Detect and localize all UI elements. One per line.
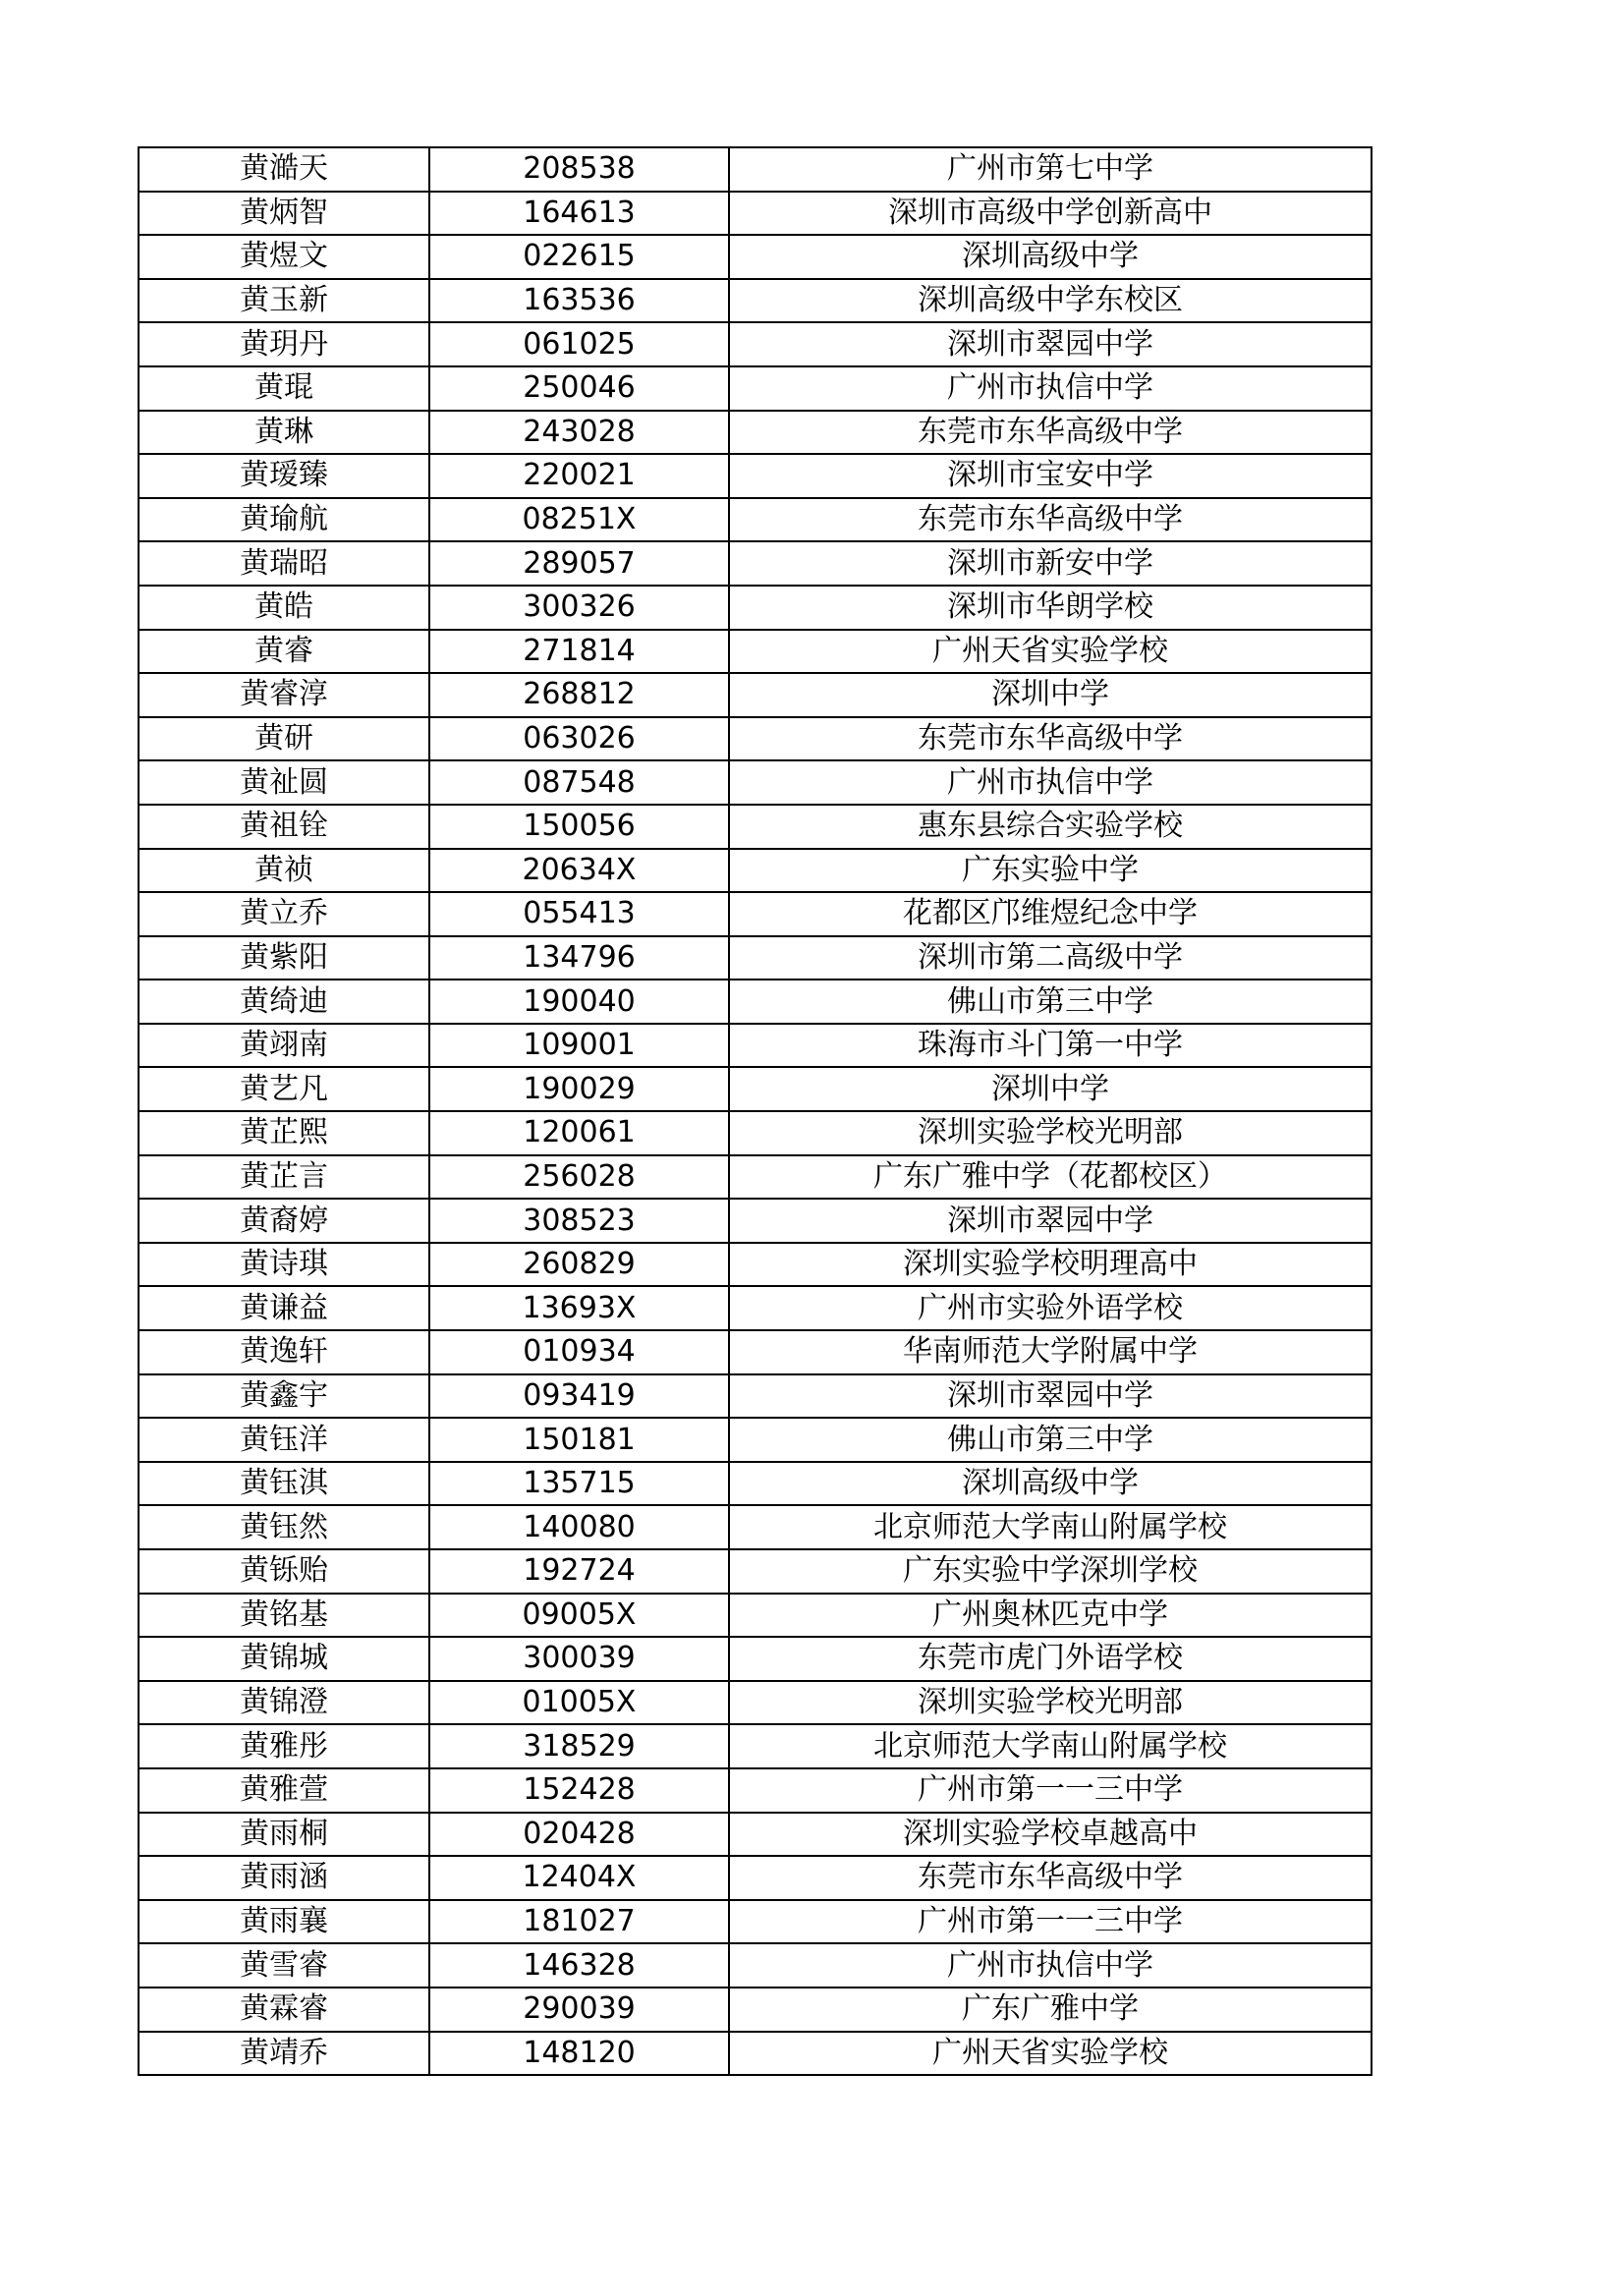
student-name-cell: 黄逸轩 (139, 1330, 429, 1374)
school-name-cell: 深圳中学 (729, 673, 1372, 717)
student-id-cell: 290039 (429, 1988, 729, 2032)
student-name-cell: 黄靖乔 (139, 2032, 429, 2076)
student-name-cell: 黄炳智 (139, 192, 429, 236)
table-row (139, 454, 1372, 498)
table-row (139, 366, 1372, 411)
student-name-cell: 黄芷言 (139, 1155, 429, 1200)
table-row (139, 1856, 1372, 1900)
student-name-cell: 黄睿淳 (139, 673, 429, 717)
school-name-cell: 北京师范大学南山附属学校 (729, 1724, 1372, 1768)
student-id-cell: 208538 (429, 147, 729, 192)
student-id-cell: 109001 (429, 1024, 729, 1068)
student-list-table (138, 146, 1372, 2076)
student-name-cell: 黄绮迪 (139, 980, 429, 1024)
student-id-cell: 190040 (429, 980, 729, 1024)
school-name-cell: 深圳市第二高级中学 (729, 936, 1372, 980)
student-name-cell: 黄雨桐 (139, 1813, 429, 1857)
table-row (139, 586, 1372, 630)
school-name-cell: 深圳市新安中学 (729, 541, 1372, 586)
school-name-cell: 深圳市华朗学校 (729, 586, 1372, 630)
student-name-cell: 黄祯 (139, 849, 429, 893)
student-name-cell: 黄立乔 (139, 892, 429, 936)
student-name-cell: 黄谦益 (139, 1286, 429, 1330)
student-name-cell: 黄艺凡 (139, 1067, 429, 1111)
student-name-cell: 黄铄贻 (139, 1549, 429, 1594)
table-row (139, 498, 1372, 542)
student-name-cell: 黄玉新 (139, 279, 429, 323)
student-name-cell: 黄雨襄 (139, 1900, 429, 1944)
student-id-cell: 09005X (429, 1594, 729, 1638)
school-name-cell: 深圳实验学校光明部 (729, 1681, 1372, 1725)
student-id-cell: 150056 (429, 805, 729, 849)
student-name-cell: 黄钰洋 (139, 1418, 429, 1462)
student-id-cell: 271814 (429, 630, 729, 674)
table-row (139, 717, 1372, 761)
table-row (139, 1199, 1372, 1243)
table-row (139, 1374, 1372, 1419)
school-name-cell: 深圳实验学校明理高中 (729, 1243, 1372, 1287)
table-row (139, 192, 1372, 236)
school-name-cell: 东莞市东华高级中学 (729, 717, 1372, 761)
student-id-cell: 318529 (429, 1724, 729, 1768)
student-name-cell: 黄钰然 (139, 1505, 429, 1549)
student-list-body (139, 147, 1372, 2075)
school-name-cell: 深圳市翠园中学 (729, 322, 1372, 366)
table-row (139, 1943, 1372, 1988)
student-name-cell: 黄钰淇 (139, 1462, 429, 1506)
school-name-cell: 深圳高级中学 (729, 1462, 1372, 1506)
student-id-cell: 08251X (429, 498, 729, 542)
student-name-cell: 黄睿 (139, 630, 429, 674)
student-id-cell: 061025 (429, 322, 729, 366)
table-row (139, 411, 1372, 455)
table-row (139, 322, 1372, 366)
table-row (139, 673, 1372, 717)
table-row (139, 1330, 1372, 1374)
student-id-cell: 300039 (429, 1637, 729, 1681)
table-row (139, 1813, 1372, 1857)
student-id-cell: 152428 (429, 1768, 729, 1813)
school-name-cell: 东莞市东华高级中学 (729, 411, 1372, 455)
student-name-cell: 黄琨 (139, 366, 429, 411)
student-id-cell: 020428 (429, 1813, 729, 1857)
student-name-cell: 黄芷熙 (139, 1111, 429, 1155)
student-id-cell: 134796 (429, 936, 729, 980)
table-row (139, 1988, 1372, 2032)
student-name-cell: 黄翊南 (139, 1024, 429, 1068)
school-name-cell: 深圳市高级中学创新高中 (729, 192, 1372, 236)
table-row (139, 1681, 1372, 1725)
student-name-cell: 黄雅彤 (139, 1724, 429, 1768)
school-name-cell: 东莞市东华高级中学 (729, 1856, 1372, 1900)
student-id-cell: 190029 (429, 1067, 729, 1111)
student-id-cell: 150181 (429, 1418, 729, 1462)
student-id-cell: 20634X (429, 849, 729, 893)
school-name-cell: 广州市执信中学 (729, 1943, 1372, 1988)
table-row (139, 1768, 1372, 1813)
table-row (139, 1900, 1372, 1944)
table-row (139, 541, 1372, 586)
table-row (139, 279, 1372, 323)
table-row (139, 1637, 1372, 1681)
student-id-cell: 022615 (429, 235, 729, 279)
student-name-cell: 黄紫阳 (139, 936, 429, 980)
student-id-cell: 146328 (429, 1943, 729, 1988)
table-row (139, 1286, 1372, 1330)
student-id-cell: 243028 (429, 411, 729, 455)
student-name-cell: 黄瑜航 (139, 498, 429, 542)
school-name-cell: 广州市执信中学 (729, 366, 1372, 411)
school-name-cell: 佛山市第三中学 (729, 1418, 1372, 1462)
student-id-cell: 010934 (429, 1330, 729, 1374)
table-row (139, 936, 1372, 980)
student-id-cell: 120061 (429, 1111, 729, 1155)
student-id-cell: 093419 (429, 1374, 729, 1419)
table-row (139, 2032, 1372, 2076)
school-name-cell: 北京师范大学南山附属学校 (729, 1505, 1372, 1549)
table-row (139, 849, 1372, 893)
student-id-cell: 140080 (429, 1505, 729, 1549)
school-name-cell: 珠海市斗门第一中学 (729, 1024, 1372, 1068)
student-name-cell: 黄雪睿 (139, 1943, 429, 1988)
table-row (139, 980, 1372, 1024)
school-name-cell: 花都区邝维煜纪念中学 (729, 892, 1372, 936)
student-id-cell: 087548 (429, 760, 729, 805)
school-name-cell: 深圳中学 (729, 1067, 1372, 1111)
student-id-cell: 256028 (429, 1155, 729, 1200)
school-name-cell: 深圳实验学校卓越高中 (729, 1813, 1372, 1857)
student-name-cell: 黄研 (139, 717, 429, 761)
student-name-cell: 黄皓 (139, 586, 429, 630)
student-name-cell: 黄雨涵 (139, 1856, 429, 1900)
student-id-cell: 308523 (429, 1199, 729, 1243)
student-name-cell: 黄玥丹 (139, 322, 429, 366)
school-name-cell: 深圳高级中学 (729, 235, 1372, 279)
school-name-cell: 广州市实验外语学校 (729, 1286, 1372, 1330)
student-name-cell: 黄裔婷 (139, 1199, 429, 1243)
table-row (139, 630, 1372, 674)
student-id-cell: 250046 (429, 366, 729, 411)
student-id-cell: 13693X (429, 1286, 729, 1330)
school-name-cell: 广东广雅中学 (729, 1988, 1372, 2032)
school-name-cell: 深圳市宝安中学 (729, 454, 1372, 498)
school-name-cell: 广东实验中学深圳学校 (729, 1549, 1372, 1594)
student-id-cell: 163536 (429, 279, 729, 323)
student-id-cell: 164613 (429, 192, 729, 236)
student-name-cell: 黄锦城 (139, 1637, 429, 1681)
student-id-cell: 135715 (429, 1462, 729, 1506)
student-id-cell: 220021 (429, 454, 729, 498)
table-row (139, 805, 1372, 849)
student-name-cell: 黄瑞昭 (139, 541, 429, 586)
table-row (139, 1505, 1372, 1549)
school-name-cell: 深圳高级中学东校区 (729, 279, 1372, 323)
student-name-cell: 黄祉圆 (139, 760, 429, 805)
school-name-cell: 广州天省实验学校 (729, 2032, 1372, 2076)
student-name-cell: 黄煜文 (139, 235, 429, 279)
student-name-cell: 黄锦澄 (139, 1681, 429, 1725)
school-name-cell: 广东实验中学 (729, 849, 1372, 893)
table-row (139, 1111, 1372, 1155)
student-id-cell: 192724 (429, 1549, 729, 1594)
table-row (139, 235, 1372, 279)
student-id-cell: 12404X (429, 1856, 729, 1900)
student-id-cell: 063026 (429, 717, 729, 761)
student-id-cell: 181027 (429, 1900, 729, 1944)
school-name-cell: 华南师范大学附属中学 (729, 1330, 1372, 1374)
school-name-cell: 深圳市翠园中学 (729, 1374, 1372, 1419)
student-id-cell: 289057 (429, 541, 729, 586)
school-name-cell: 广州天省实验学校 (729, 630, 1372, 674)
table-row (139, 1462, 1372, 1506)
school-name-cell: 广州奥林匹克中学 (729, 1594, 1372, 1638)
school-name-cell: 广州市第七中学 (729, 147, 1372, 192)
table-row (139, 1067, 1372, 1111)
table-row (139, 1243, 1372, 1287)
student-name-cell: 黄雅萱 (139, 1768, 429, 1813)
student-id-cell: 01005X (429, 1681, 729, 1725)
table-row (139, 1024, 1372, 1068)
student-id-cell: 260829 (429, 1243, 729, 1287)
school-name-cell: 深圳实验学校光明部 (729, 1111, 1372, 1155)
school-name-cell: 广州市第一一三中学 (729, 1768, 1372, 1813)
student-name-cell: 黄祖铨 (139, 805, 429, 849)
school-name-cell: 深圳市翠园中学 (729, 1199, 1372, 1243)
school-name-cell: 广东广雅中学（花都校区） (729, 1155, 1372, 1200)
student-name-cell: 黄澔天 (139, 147, 429, 192)
student-id-cell: 268812 (429, 673, 729, 717)
table-row (139, 1155, 1372, 1200)
school-name-cell: 佛山市第三中学 (729, 980, 1372, 1024)
table-row (139, 760, 1372, 805)
table-row (139, 892, 1372, 936)
table-row (139, 1724, 1372, 1768)
student-id-cell: 148120 (429, 2032, 729, 2076)
table-row (139, 1594, 1372, 1638)
school-name-cell: 东莞市虎门外语学校 (729, 1637, 1372, 1681)
student-name-cell: 黄瑷臻 (139, 454, 429, 498)
school-name-cell: 广州市执信中学 (729, 760, 1372, 805)
student-name-cell: 黄铭基 (139, 1594, 429, 1638)
table-row (139, 1549, 1372, 1594)
student-name-cell: 黄霖睿 (139, 1988, 429, 2032)
table-row (139, 147, 1372, 192)
student-id-cell: 300326 (429, 586, 729, 630)
table-row (139, 1418, 1372, 1462)
student-name-cell: 黄琳 (139, 411, 429, 455)
school-name-cell: 东莞市东华高级中学 (729, 498, 1372, 542)
student-name-cell: 黄鑫宇 (139, 1374, 429, 1419)
school-name-cell: 广州市第一一三中学 (729, 1900, 1372, 1944)
school-name-cell: 惠东县综合实验学校 (729, 805, 1372, 849)
student-id-cell: 055413 (429, 892, 729, 936)
student-name-cell: 黄诗琪 (139, 1243, 429, 1287)
